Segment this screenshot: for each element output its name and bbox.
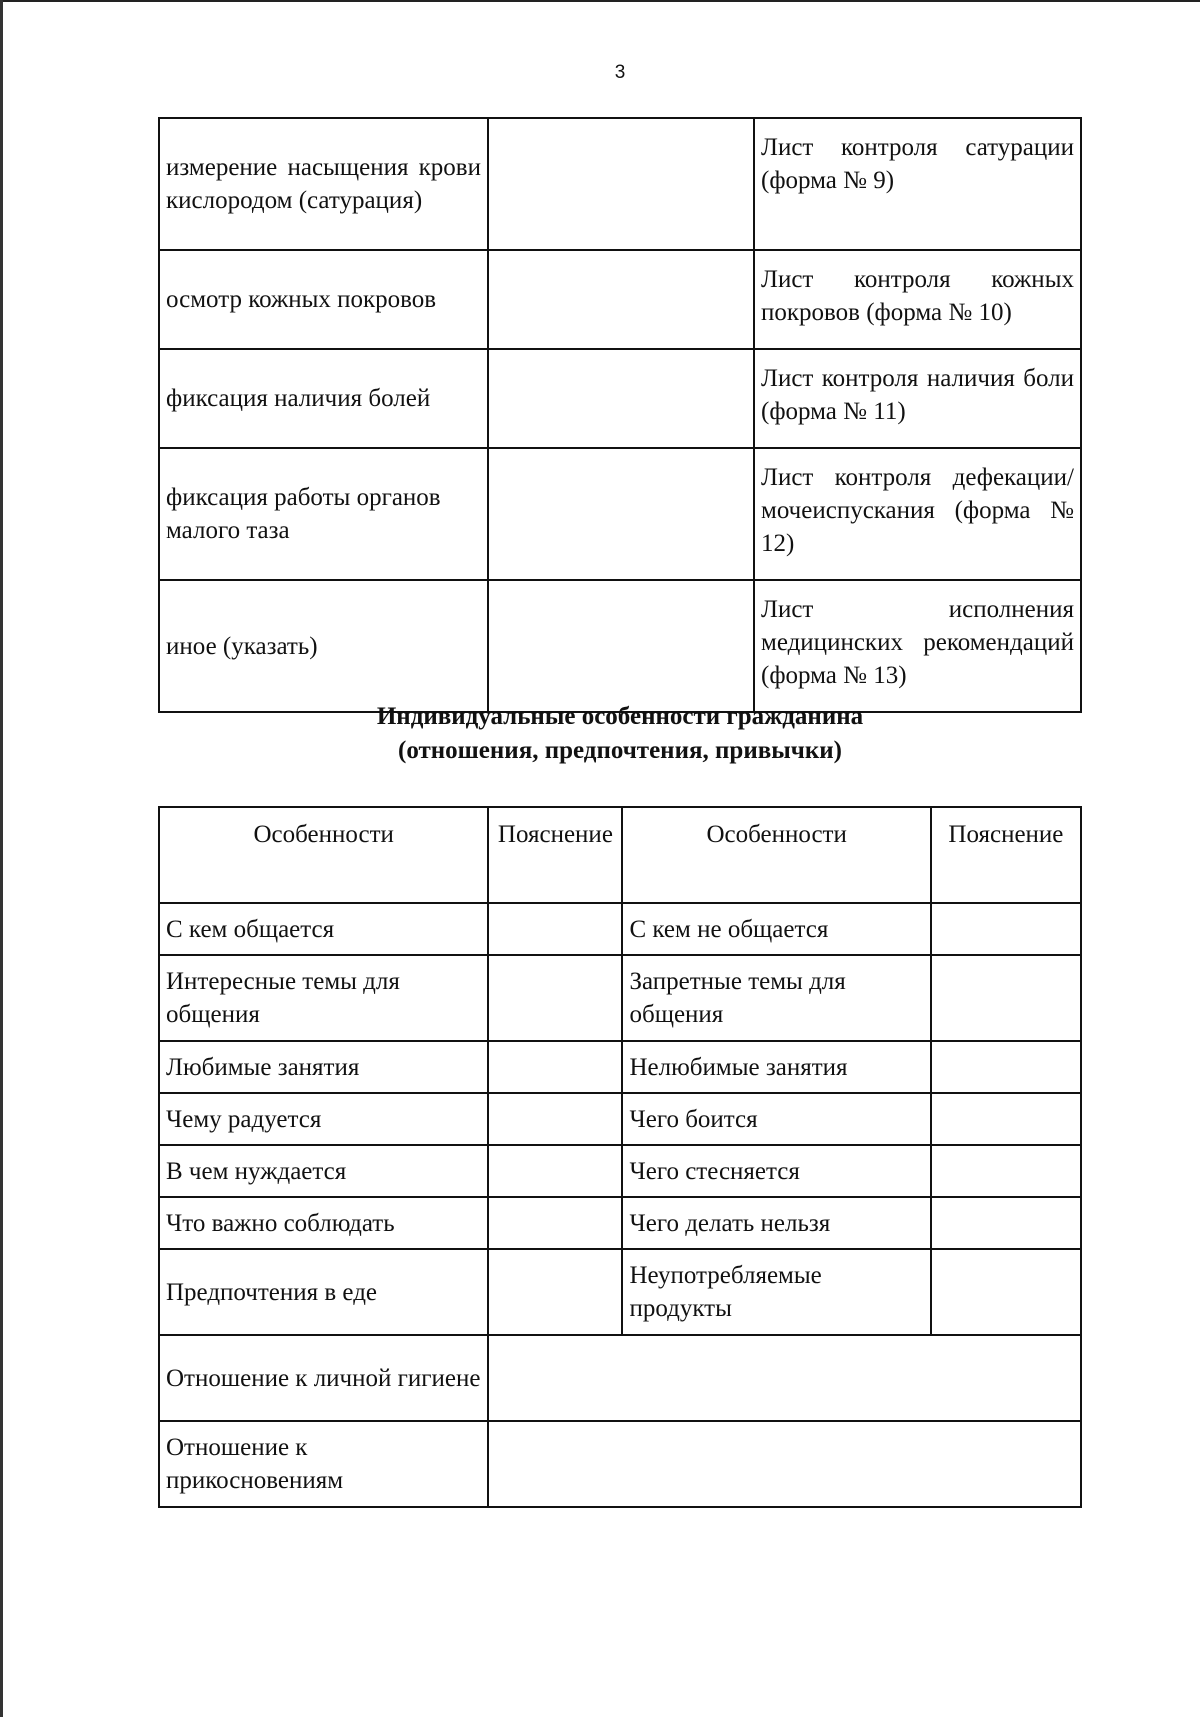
feature-label: Неупотребляемые продукты bbox=[622, 1249, 930, 1335]
feature-label: Чего стесняется bbox=[622, 1145, 930, 1197]
activity-cell: фиксация работы органов малого таза bbox=[159, 448, 488, 580]
feature-label: Что важно соблюдать bbox=[159, 1197, 488, 1249]
column-header: Особенности bbox=[159, 807, 488, 903]
column-header: Пояснение bbox=[931, 807, 1081, 903]
empty-cell[interactable] bbox=[488, 250, 754, 349]
feature-label: Запретные темы для общения bbox=[622, 955, 930, 1041]
table-row bbox=[159, 250, 1081, 349]
scan-edge-left bbox=[0, 0, 3, 1717]
table-row bbox=[159, 1197, 1081, 1249]
empty-cell[interactable] bbox=[488, 118, 754, 250]
explanation-cell[interactable] bbox=[488, 1093, 622, 1145]
table-row bbox=[159, 1145, 1081, 1197]
explanation-cell[interactable] bbox=[488, 955, 622, 1041]
table-row bbox=[159, 1249, 1081, 1335]
activity-cell: измерение насыщения крови кислородом (сатурация) bbox=[159, 118, 488, 250]
feature-label: Нелюбимые занятия bbox=[622, 1041, 930, 1093]
section-subtitle: (отношения, предпочтения, привычки) bbox=[398, 737, 842, 764]
section-title: Индивидуальные особенности гражданина bbox=[376, 703, 864, 730]
activity-cell: фиксация наличия болей bbox=[159, 349, 488, 448]
table-row bbox=[159, 580, 1081, 712]
feature-label: Интересные темы для общения bbox=[159, 955, 488, 1041]
explanation-cell[interactable] bbox=[931, 1093, 1081, 1145]
table-row bbox=[159, 1421, 1081, 1507]
explanation-cell[interactable] bbox=[488, 1041, 622, 1093]
form-cell: Лист контроля кожных покровов (форма № 10) bbox=[754, 250, 1081, 349]
empty-cell[interactable] bbox=[488, 580, 754, 712]
empty-cell[interactable] bbox=[488, 448, 754, 580]
feature-label: Чего делать нельзя bbox=[622, 1197, 930, 1249]
column-header: Особенности bbox=[622, 807, 930, 903]
feature-label: Предпочтения в еде bbox=[159, 1249, 488, 1335]
form-cell: Лист контроля дефекации/мочеиспускания (форма № 12) bbox=[754, 448, 1081, 580]
explanation-cell[interactable] bbox=[931, 1145, 1081, 1197]
page-number: 3 bbox=[614, 62, 626, 83]
empty-cell[interactable] bbox=[488, 349, 754, 448]
feature-label: В чем нуждается bbox=[159, 1145, 488, 1197]
care-activities-table bbox=[158, 117, 1082, 713]
explanation-cell[interactable] bbox=[931, 1249, 1081, 1335]
form-cell: Лист контроля сатурации (форма № 9) bbox=[754, 118, 1081, 250]
feature-label: Отношение к личной гигиене bbox=[159, 1335, 488, 1421]
table-row bbox=[159, 1041, 1081, 1093]
feature-label: Чему радуется bbox=[159, 1093, 488, 1145]
explanation-cell[interactable] bbox=[488, 1249, 622, 1335]
explanation-cell[interactable] bbox=[488, 1197, 622, 1249]
scan-edge-top bbox=[0, 0, 1200, 2]
explanation-cell[interactable] bbox=[488, 903, 622, 955]
form-cell: Лист контроля наличия боли (форма № 11) bbox=[754, 349, 1081, 448]
table-row bbox=[159, 118, 1081, 250]
table-row bbox=[159, 1093, 1081, 1145]
feature-label: Отношение к прикосновениям bbox=[159, 1421, 488, 1507]
activity-cell: осмотр кожных покровов bbox=[159, 250, 488, 349]
column-header: Пояснение bbox=[488, 807, 622, 903]
individual-features-table bbox=[158, 806, 1082, 1508]
feature-label: Любимые занятия bbox=[159, 1041, 488, 1093]
table-row bbox=[159, 1335, 1081, 1421]
feature-label: С кем общается bbox=[159, 903, 488, 955]
explanation-cell[interactable] bbox=[931, 903, 1081, 955]
form-cell: Лист исполнения медицинских рекомендаций (форма № 13) bbox=[754, 580, 1081, 712]
explanation-cell[interactable] bbox=[488, 1421, 1081, 1507]
explanation-cell[interactable] bbox=[488, 1145, 622, 1197]
explanation-cell[interactable] bbox=[931, 1041, 1081, 1093]
table-header-row bbox=[159, 807, 1081, 903]
activity-cell: иное (указать) bbox=[159, 580, 488, 712]
section-heading bbox=[158, 700, 1082, 768]
feature-label: Чего боится bbox=[622, 1093, 930, 1145]
table-row bbox=[159, 955, 1081, 1041]
table-row bbox=[159, 448, 1081, 580]
table-row bbox=[159, 349, 1081, 448]
explanation-cell[interactable] bbox=[488, 1335, 1081, 1421]
explanation-cell[interactable] bbox=[931, 1197, 1081, 1249]
feature-label: С кем не общается bbox=[622, 903, 930, 955]
explanation-cell[interactable] bbox=[931, 955, 1081, 1041]
table-row bbox=[159, 903, 1081, 955]
